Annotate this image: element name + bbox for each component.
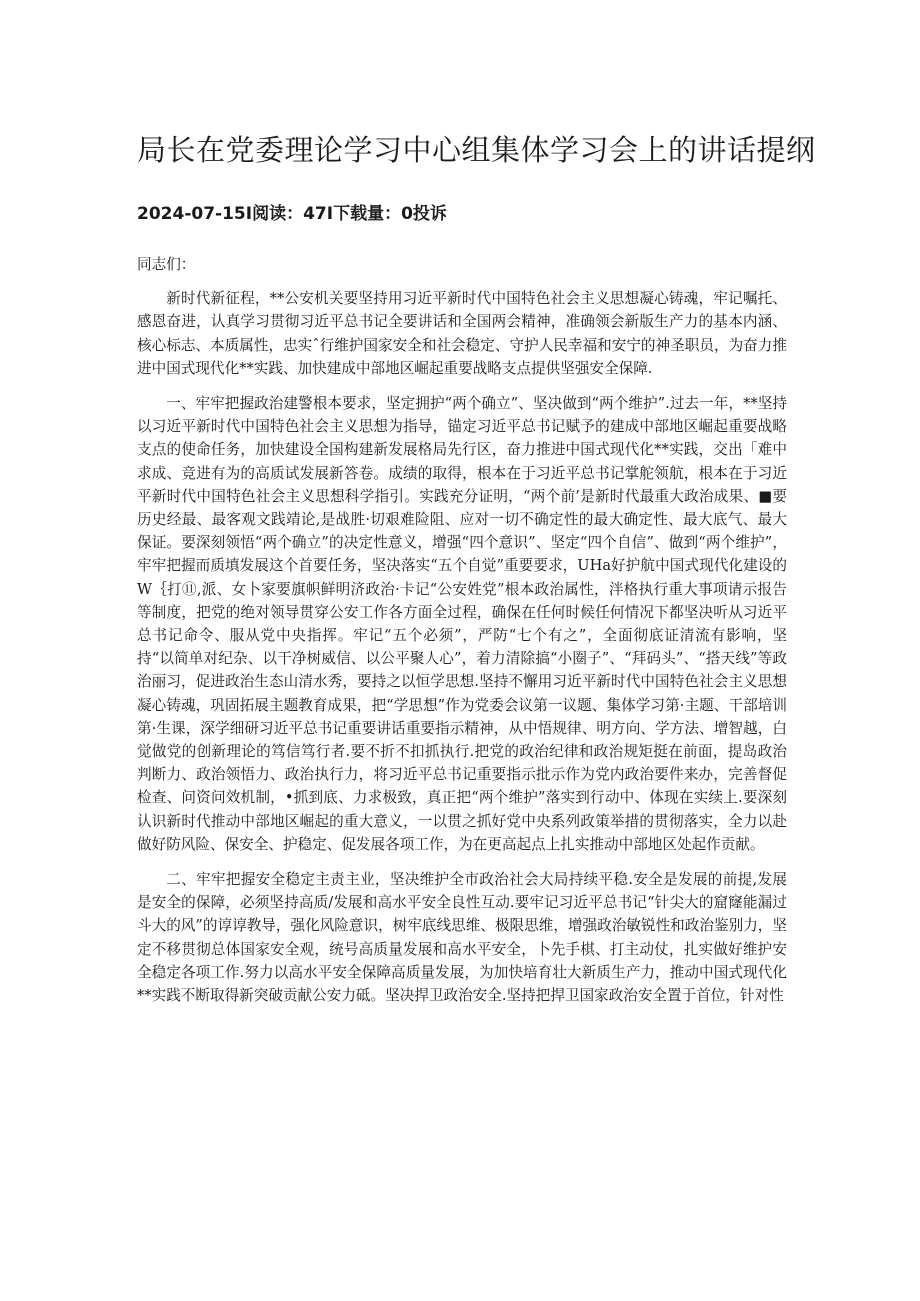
meta-separator: I [245, 204, 253, 224]
paragraph-intro: 新时代新征程，**公安机关要坚持用习近平新时代中国特色社会主义思想凝心铸魂，牢记嘱托、感恩奋进，认真学习贯彻习近平总书记全要讲话和全国两会精神，准确领会新版生产力的基本内涵、核心标志、本质属性，忠实ˆ行维护国家安全和社会稳定、守护人民幸福和安宁的神圣职员，为奋力推进中国式现代化**实践、加快建成中部地区崛起重要战略支点提供坚强安全保障. [137, 290, 787, 377]
meta-line [137, 202, 447, 226]
meta-separator: I [326, 204, 334, 224]
downloads-count: 0 [401, 204, 413, 224]
paragraph-section-two: 二、牢牢把握安全稳定主责主业，坚决维护全市政治社会大局持续平稳.安全是发展的前提,发展是安全的保障，必须坚持高质/发展和高水平安全良性互动.要牢记习近平总书记“针尖大的窟窿能漏过斗大的风”的谆谆教导，强化风险意识，树牢底线思维、极限思维，增强政治敏锐性和政治鉴别力，坚定不移贯彻总体国家安全观，统号高质量发展和高水平安全，卜先手棋、打主动仗，扎实做好维护安全稳定各项工作.努力以高水平安全保障高质量发展，为加快培育壮大新质生产力，推动中国式现代化**实践不断取得新突破贡献公安力砥。坚决捍卫政治安全.坚持把捍卫国家政治安全置于首位，针对性 [137, 871, 787, 1005]
page-title: 局长在党委理论学习中心组集体学习会上的讲话提纲 [137, 133, 816, 167]
greeting: 同志们： [137, 256, 196, 273]
complaint-link[interactable]: 投诉 [412, 204, 447, 224]
reads-count: 47 [303, 204, 327, 224]
publish-date: 2024-07-15 [137, 204, 246, 224]
downloads-label: 下载量： [333, 204, 402, 224]
reads-label: 阅读： [252, 204, 304, 224]
document-body [137, 253, 787, 1015]
paragraph-section-one: 一、牢牢把握政治建警根本要求，坚定拥护“两个确立”、坚决做到“两个维护”.过去一年，**坚持以习近平新时代中国特色社会主义思想为指导，锚定习近平总书记赋予的建成中部地区崛起重要战略支点的使命任务，加快建设全国构建新发展格局先行区，奋力推进中国式现代化**实践，交出「难中求成、竞进有为的高质试发展新答卷。成绩的取得，根本在于习近平总书记掌舵领航，根本在于习近平新时代中国特色社会主义思想科学指引。实践充分证明，“两个前’是新时代最重大政治成果、■要历史经最、最客观文践靖论,是战胜·切艰难险阻、应对一切不确定性的最大确定性、最大底气、最大保证。要深刻领悟“两个确立”的决定性意义，增强“四个意识”、坚定“四个自信”、做到“两个维护”，牢牢把握而质填发展这个首要任务，坚决落实“五个自觉”重要要求，UHa好护航中国式现代化建设的W｛打⑪,派、女卜家要旗帜鲜明济政治·卡记“公安姓党”根本政治属性，泮格执行重大事项请示报告等制度，把党的绝对领导贯穿公安工作各方面全过程，确保在任何时候任何情况下都坚决听从习近平总书记命令、服从党中央指挥。牢记“五个必须”，严防“七个有之”，全面彻底证清流有影响，坚持“以简单对纪杂、以干净树威信、以公平聚人心”，着力清除搞“小圈子”、“拜码头”、“搭天线”等政治丽习，促进政治生态山清水秀，要持之以恒学思想.坚持不懈用习近平新时代中国特色社会主义思想凝心铸魂，巩固拓展主题教育成果，把“学思想”作为党委会议第一议题、集体学习第·主题、干部培训第·生课，深学细研习近平总书记重要讲话重要指示精神，从中悟规律、明方向、学方法、增智越，白觉做党的创新理论的笃信笃行者.要不折不扣抓执行.把党的政治纪律和政治规矩挺在前面，提岛政治判断力、政治领悟力、政治执行力，将习近平总书记重要指示批示作为党内政治要件来办，完善督促检查、问资问效机制，•抓到底、力求极致，真正把“两个维护”落实到行动中、体现在实续上.要深刻认识新时代推动中部地区崛起的重大意义，一以贯之抓好党中央系列政策举措的贯彻落实，全力以赴做好防风险、保安全、护稳定、促发展各项工作，为在更高起点上扎实推动中部地区处起作贡献。 [137, 395, 787, 853]
